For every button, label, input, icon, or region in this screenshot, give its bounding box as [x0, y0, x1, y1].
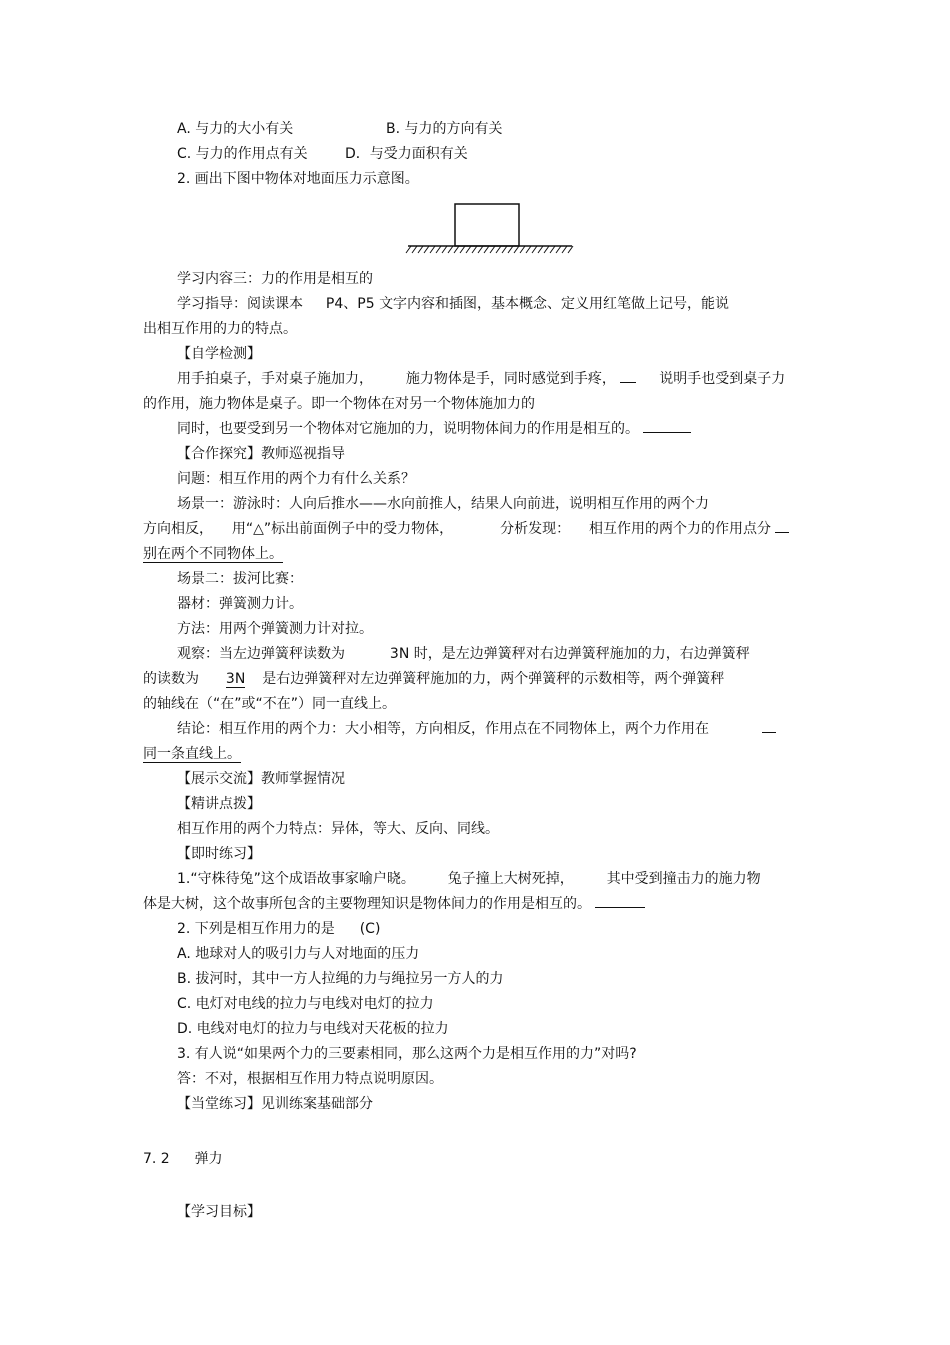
observe-value-2: 3N [225, 671, 246, 687]
guide-text-1: 学习指导：阅读课本 [177, 296, 303, 312]
observe-line1 [177, 645, 750, 663]
key-points-heading: 【精讲点拨】 [177, 796, 261, 812]
practice-2-option-d: D. 电线对电灯的拉力与电线对天花板的拉力 [177, 1021, 449, 1037]
practice-3-question: 3. 有人说“如果两个力的三要素相同，那么这两个力是相互作用的力”对吗? [177, 1046, 637, 1062]
sc3-text: 同时，也要受到另一个物体对它施加的力，说明物体间力的作用是相互的。 [177, 421, 639, 437]
show-heading: 【展示交流】教师掌握情况 [177, 771, 345, 787]
self-check-line3 [177, 420, 691, 438]
scene1-line3 [143, 545, 283, 563]
key-points-text: 相互作用的两个力特点：异体，等大、反向、同线。 [177, 821, 499, 837]
practice-2-question [177, 920, 380, 938]
block-rect [455, 204, 519, 246]
practice-2-text: 2. 下列是相互作用力的是 [177, 921, 335, 937]
guide-pages: P4、P5 [325, 296, 375, 312]
scene1-answer: 别在两个不同物体上。 [143, 546, 283, 562]
section3-title: 学习内容三：力的作用是相互的 [177, 271, 373, 287]
observe-text-2: 时，是左边弹簧秤对右边弹簧秤施加的力，右边弹簧秤 [413, 646, 750, 662]
section-title: 弹力 [194, 1151, 223, 1167]
option-b: B. 与力的方向有关 [386, 121, 503, 137]
equipment: 器材：弹簧测力计。 [177, 596, 303, 612]
section-number: 7. 2 [143, 1151, 170, 1167]
conclusion-answer: 同一条直线上。 [143, 746, 241, 762]
observe-line3: 的轴线在（“在”或“不在”）同一直线上。 [143, 696, 397, 712]
sc1-part-c: 说明手也受到桌子力 [659, 371, 786, 387]
practice-1-line1 [177, 870, 761, 888]
observe-text-3: 的读数为 [143, 671, 199, 687]
practice-1-text-b: 兔子撞上大树死掉， [447, 871, 574, 887]
practice-2-option-a: A. 地球对人的吸引力与人对地面的压力 [177, 946, 420, 962]
guide-text-2: 文字内容和插图，基本概念、定义用红笔做上记号，能说 [379, 296, 730, 312]
practice-1-line2 [143, 895, 645, 913]
self-check-line1 [177, 370, 785, 388]
scene1-direction: 方向相反， [143, 521, 213, 537]
observe-value-1: 3N [389, 646, 410, 662]
practice-heading: 【即时练习】 [177, 846, 261, 862]
conclusion-line2 [143, 745, 241, 763]
practice-1-text-c: 其中受到撞击力的施力物 [606, 871, 761, 887]
study-guide [177, 295, 729, 313]
option-c: C. 与力的作用点有关 [177, 146, 308, 162]
coop-question: 问题：相互作用的两个力有什么关系？ [177, 471, 415, 487]
observe-line2 [143, 670, 724, 688]
method: 方法：用两个弹簧测力计对拉。 [177, 621, 373, 637]
scene1-finding: 相互作用的两个力的作用点分 [589, 521, 771, 537]
practice-2-answer: (C) [359, 921, 381, 937]
practice-1-text-a: 1.“守株待兔”这个成语故事家喻户晓。 [177, 871, 415, 887]
section-heading-7-2 [143, 1150, 223, 1168]
conclusion-text: 结论：相互作用的两个力：大小相等，方向相反，作用点在不同物体上，两个力作用在 [177, 721, 709, 737]
scene1-line1: 场景一：游泳时：人向后推水——水向前推人，结果人向前进，说明相互作用的两个力 [177, 496, 709, 512]
scene1-mark: 用“△”标出前面例子中的受力物体， [231, 521, 454, 537]
sc1-part-b: 施力物体是手，同时感觉到手疼， [405, 371, 616, 387]
self-check-line2: 的作用，施力物体是桌子。即一个物体在对另一个物体施加力的 [143, 396, 535, 412]
practice-1-text-d: 体是大树，这个故事所包含的主要物理知识是物体间力的作用是相互的。 [143, 896, 591, 912]
conclusion-line1 [177, 720, 776, 738]
practice-2-option-c: C. 电灯对电线的拉力与电线对电灯的拉力 [177, 996, 434, 1012]
practice-2-option-b: B. 拔河时，其中一方人拉绳的力与绳拉另一方人的力 [177, 971, 504, 987]
option-d: D．与受力面积有关 [345, 146, 468, 162]
self-check-heading: 【自学检测】 [177, 346, 261, 362]
scene1-analysis: 分析发现： [500, 521, 571, 537]
ground-hatching [406, 246, 573, 253]
sc1-part-a: 用手拍桌子，手对桌子施加力， [177, 371, 373, 387]
question-2: 2. 画出下图中物体对地面压力示意图。 [177, 171, 419, 187]
observe-text-4: 是右边弹簧秤对左边弹簧秤施加的力，两个弹簧秤的示数相等，两个弹簧秤 [262, 671, 725, 687]
pressure-diagram [405, 200, 575, 256]
observe-text-1: 观察：当左边弹簧秤读数为 [177, 646, 345, 662]
scene1-line2 [143, 520, 789, 538]
scene2-title: 场景二：拔河比赛： [177, 571, 303, 587]
practice-3-answer: 答：不对，根据相互作用力特点说明原因。 [177, 1071, 443, 1087]
study-guide-cont: 出相互作用的力的特点。 [143, 321, 297, 337]
learning-goals-heading: 【学习目标】 [177, 1204, 261, 1220]
class-practice: 【当堂练习】见训练案基础部分 [177, 1096, 373, 1112]
option-a: A. 与力的大小有关 [177, 121, 294, 137]
coop-heading: 【合作探究】教师巡视指导 [177, 446, 345, 462]
